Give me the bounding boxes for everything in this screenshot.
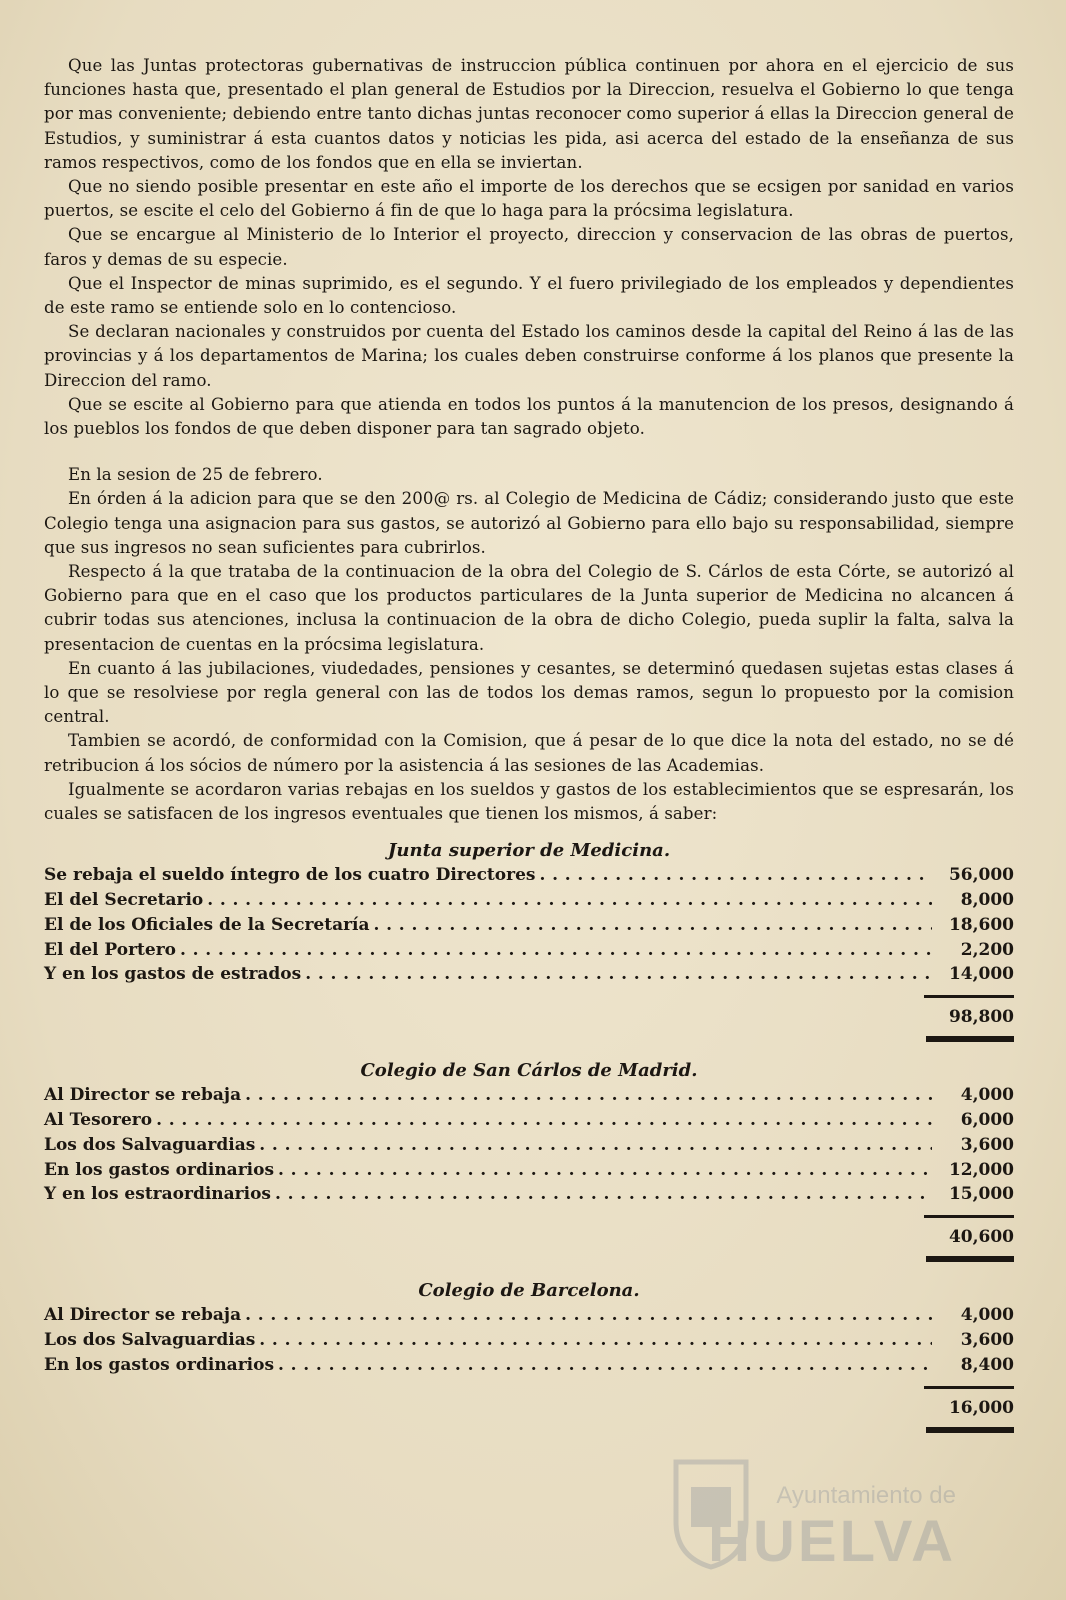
section-total: 16,000 — [948, 1397, 1014, 1418]
top-resolutions — [44, 54, 1014, 441]
section-title: Colegio de Barcelona. — [418, 1280, 640, 1302]
leader-dots — [275, 1182, 932, 1207]
item-amount: 12,000 — [948, 1159, 1014, 1180]
paragraph: Que se escite al Gobierno para que atienda en todos los puntos á la manutencion de los presos, designando á los pueblos los fondos de que deben disponer para tan sagrado objeto. — [44, 394, 1014, 439]
leader-dots — [180, 938, 932, 963]
section-total: 98,800 — [948, 1007, 1014, 1028]
item-label: En los gastos ordinarios — [44, 1159, 275, 1180]
paragraph: En cuanto á las jubilaciones, viudedades, pensiones y cesantes, se determinó quedasen sujetas estas clases á lo que se resolviese por regla general con las de todos los demas ramos, segun lo propuesto por la comision central. — [44, 658, 1014, 727]
leader-dots — [245, 1083, 932, 1108]
total-block — [44, 1378, 1014, 1437]
section-total: 40,600 — [948, 1227, 1014, 1248]
end-rule — [926, 1256, 1014, 1262]
list-item — [44, 1083, 1014, 1108]
archive-watermark — [646, 1442, 956, 1582]
item-label: Al Director se rebaja — [44, 1085, 242, 1106]
item-amount: 4,000 — [960, 1085, 1014, 1106]
section-colegio-san-carlos — [44, 1060, 1014, 1266]
item-label: El del Secretario — [44, 890, 204, 911]
leader-dots — [259, 1133, 932, 1158]
item-amount: 14,000 — [948, 964, 1014, 985]
watermark-title: HUELVA — [708, 1509, 956, 1574]
list-item — [44, 938, 1014, 963]
item-label: El de los Oficiales de la Secretaría — [44, 914, 370, 935]
paragraph: Se declaran nacionales y construidos por cuenta del Estado los caminos desde la capital del Reino á las de las provincias y á los departamentos de Marina; los cuales deben construirse conforme á los planos que presente la Direccion del ramo. — [44, 322, 1014, 390]
item-amount: 6,000 — [960, 1110, 1014, 1131]
watermark-subtitle: Ayuntamiento de — [776, 1482, 956, 1509]
list-item — [44, 913, 1014, 938]
coat-of-arms-icon — [666, 1452, 756, 1572]
leader-dots — [278, 1353, 932, 1378]
leader-dots — [539, 863, 932, 888]
paragraph: Que el Inspector de minas suprimido, es el segundo. Y el fuero privilegiado de los empleados y dependientes de este ramo se entiende solo en lo contencioso. — [44, 273, 1014, 318]
item-label: Los dos Salvaguardias — [44, 1330, 256, 1351]
item-amount: 56,000 — [948, 865, 1014, 886]
sum-rule — [924, 1215, 1014, 1218]
list-item — [44, 1108, 1014, 1133]
item-amount: 3,600 — [960, 1330, 1014, 1351]
item-amount: 8,400 — [960, 1354, 1014, 1375]
item-label: En los gastos ordinarios — [44, 1354, 275, 1375]
sum-rule — [924, 995, 1014, 998]
section-title: Junta superior de Medicina. — [387, 840, 671, 862]
item-amount: 2,200 — [960, 939, 1014, 960]
list-item — [44, 863, 1014, 888]
item-amount: 18,600 — [948, 914, 1014, 935]
list-item — [44, 1182, 1014, 1207]
leader-dots — [245, 1303, 932, 1328]
list-item — [44, 888, 1014, 913]
paragraph: Igualmente se acordaron varias rebajas en los sueldos y gastos de los establecimientos que se espresarán, los cuales se satisfacen de los ingresos eventuales que tienen los mismos, á saber: — [44, 779, 1014, 824]
paragraph: En órden á la adicion para que se den 200@ rs. al Colegio de Medicina de Cádiz; considerando justo que este Colegio tenga una asignacion para sus gastos, se autorizó al Gobierno para ello bajo su responsabilidad, siempre que sus ingresos no sean suficientes para cubrirlos. — [44, 489, 1014, 557]
end-rule — [926, 1427, 1014, 1433]
leader-dots — [278, 1158, 932, 1183]
sum-rule — [924, 1386, 1014, 1389]
list-item — [44, 1353, 1014, 1378]
item-label: Y en los estraordinarios — [44, 1184, 271, 1205]
total-block — [44, 987, 1014, 1046]
item-label: Al Director se rebaja — [44, 1305, 242, 1326]
item-amount: 4,000 — [960, 1305, 1014, 1326]
paragraph: Respecto á la que trataba de la continuacion de la obra del Colegio de S. Cárlos de esta Córte, se autorizó al Gobierno para que en el caso que los productos particulares de la Junta superior de Medicina no alcancen á cubrir todas sus atenciones, inclusa la continuacion de la obra de dicho Colegio, pueda suplir la falta, salva la presentacion de cuentas en la prócsima legislatura. — [44, 562, 1014, 654]
item-amount: 8,000 — [960, 890, 1014, 911]
paragraph: Tambien se acordó, de conformidad con la Comision, que á pesar de lo que dice la nota del estado, no se dé retribucion á los sócios de número por la asistencia á las sesiones de las Academias. — [44, 731, 1014, 775]
leader-dots — [305, 962, 932, 987]
list-item — [44, 1158, 1014, 1183]
session-heading: En la sesion de 25 de febrero. — [68, 465, 323, 485]
item-amount: 15,000 — [948, 1184, 1014, 1205]
spacer — [44, 441, 1014, 463]
section-colegio-barcelona — [44, 1280, 1014, 1436]
end-rule — [926, 1036, 1014, 1042]
leader-dots — [156, 1108, 932, 1133]
list-item — [44, 1328, 1014, 1353]
item-label: Y en los gastos de estrados — [44, 964, 302, 985]
paragraph: Que no siendo posible presentar en este año el importe de los derechos que se ecsigen por sanidad en varios puertos, se escite el celo del Gobierno á fin de que lo haga para la prócsima legislatura. — [44, 177, 1014, 221]
list-item — [44, 962, 1014, 987]
total-block — [44, 1207, 1014, 1266]
item-label: El del Portero — [44, 939, 176, 960]
list-item — [44, 1133, 1014, 1158]
leader-dots — [207, 888, 932, 913]
section-junta-medicina — [44, 840, 1014, 1046]
item-label: Se rebaja el sueldo íntegro de los cuatro Directores — [44, 865, 536, 886]
paragraph: Que las Juntas protectoras gubernativas de instruccion pública continuen por ahora en el ejercicio de sus funciones hasta que, presentado el plan general de Estudios por la Direccion, resuelva el Gobierno lo que tenga por mas conveniente; debiendo entre tanto dichas juntas reconocer como superior á ellas la Direccion general de Estudios, y suministrar á esta cuantos datos y noticias les pida, asi acerca del estado de la enseñanza de sus ramos respectivos, como de los fondos que en ella se inviertan. — [44, 56, 1014, 172]
leader-dots — [374, 913, 932, 938]
item-amount: 3,600 — [960, 1134, 1014, 1155]
section-title: Colegio de San Cárlos de Madrid. — [360, 1060, 698, 1082]
item-label: Los dos Salvaguardias — [44, 1134, 256, 1155]
leader-dots — [259, 1328, 932, 1353]
session-resolutions — [44, 463, 1014, 826]
list-item — [44, 1303, 1014, 1328]
paragraph: Que se encargue al Ministerio de lo Interior el proyecto, direccion y conservacion de las obras de puertos, faros y demas de su especie. — [44, 225, 1014, 269]
item-label: Al Tesorero — [44, 1110, 153, 1131]
